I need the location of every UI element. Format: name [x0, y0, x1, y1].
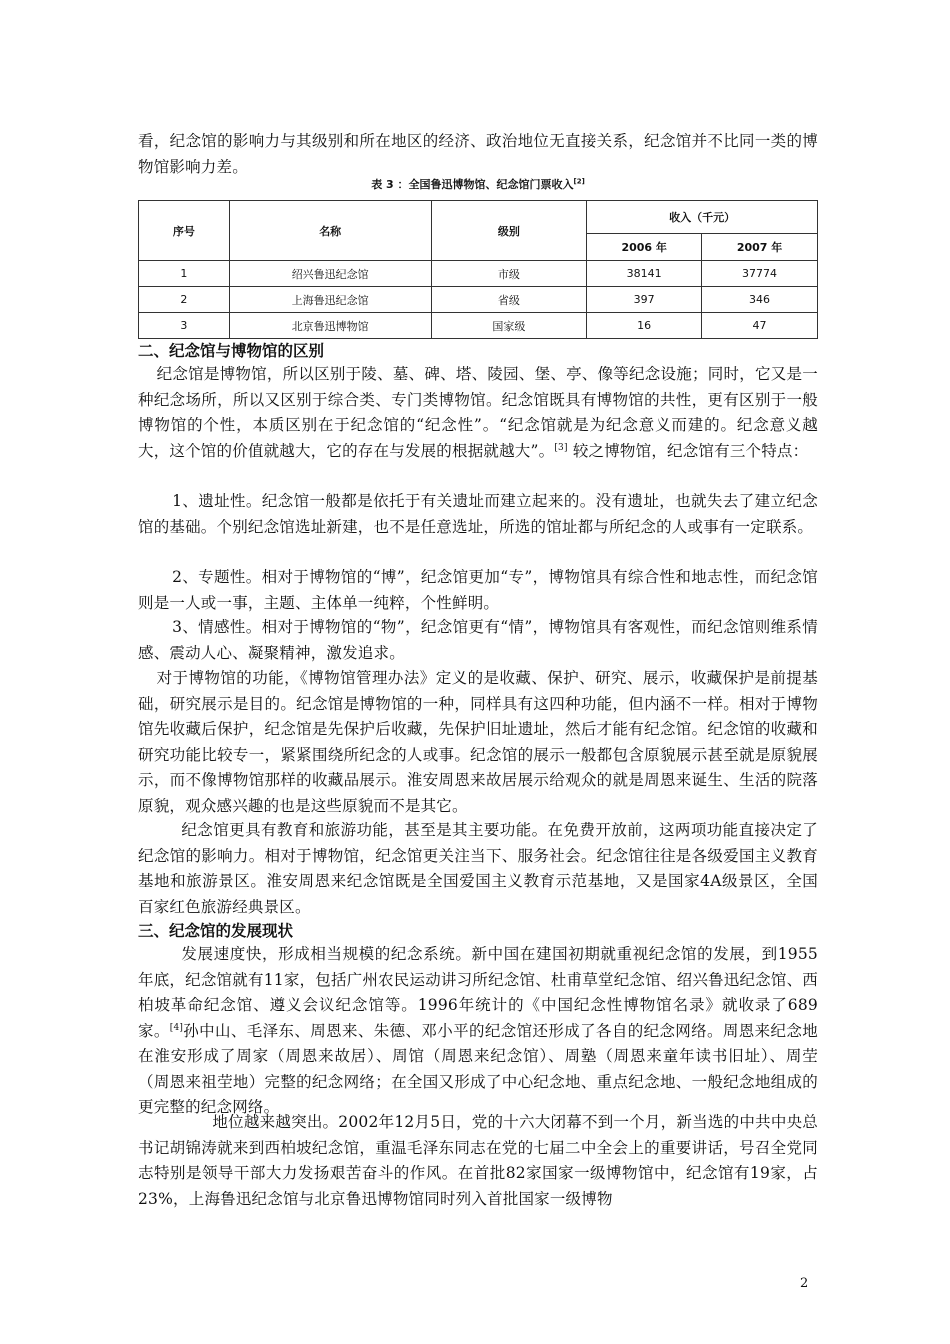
- cell-level: 省级: [431, 287, 587, 313]
- header-name: 名称: [229, 201, 431, 261]
- cell-level: 市级: [431, 261, 587, 287]
- section-3-paragraph-2: 地位越来越突出。2002年12月5日，党的十六大闭幕不到一个月，新当选的中共中央总书记胡锦涛就来到西柏坡纪念馆，重温毛泽东同志在党的七届二中全会上的重要讲话，号召全党同志特别是领导干部大力发扬艰苦奋斗的作风。在首批82家国家一级博物馆中，纪念馆有19家，占23%，上海鲁迅纪念馆与北京鲁迅博物馆同时列入首批国家一级博物: [138, 1113, 818, 1208]
- cell-level: 国家级: [431, 313, 587, 339]
- cell-2006: 16: [587, 313, 702, 339]
- citation-ref: [4]: [169, 1022, 184, 1033]
- intro-paragraph: 看，纪念馆的影响力与其级别和所在地区的经济、政治地位无直接关系，纪念馆并不比同一类的博物馆影响力差。: [138, 132, 818, 176]
- section-3-heading: 三、纪念馆的发展现状: [138, 922, 294, 940]
- table-row: [139, 261, 818, 287]
- cell-name: 北京鲁迅博物馆: [229, 313, 431, 339]
- section-2-paragraph-3: 纪念馆更具有教育和旅游功能，甚至是其主要功能。在免费开放前，这两项功能直接决定了纪念馆的影响力。相对于博物馆，纪念馆更关注当下、服务社会。纪念馆往往是各级爱国主义教育基地和旅游景区。淮安周恩来纪念馆既是全国爱国主义教育示范基地，又是国家4A级景区，全国百家红色旅游经典景区。: [138, 821, 818, 916]
- section-3-p1-tail: 孙中山、毛泽东、周恩来、朱德、邓小平的纪念馆还形成了各自的纪念网络。周恩来纪念地在淮安形成了周家（周恩来故居）、周馆（周恩来纪念馆）、周塾（周恩来童年读书旧址）、周茔（周恩来祖茔地）完整的纪念网络；在全国又形成了中心纪念地、重点纪念地、一般纪念地组成的更完整的纪念网络。: [138, 1021, 818, 1116]
- point-2-paragraph: 2、专题性。相对于博物馆的“博”，纪念馆更加“专”，博物馆具有综合性和地志性，而纪念馆则是一人或一事，主题、主体单一纯粹，个性鲜明。: [138, 568, 818, 612]
- cell-2006: 397: [587, 287, 702, 313]
- cell-name: 上海鲁迅纪念馆: [229, 287, 431, 313]
- cell-2007: 37774: [702, 261, 818, 287]
- header-index: 序号: [139, 201, 230, 261]
- point-3-paragraph: 3、情感性。相对于博物馆的“物”，纪念馆更有“情”，博物馆具有客观性，而纪念馆则维系情感、震动人心、凝聚精神，激发追求。: [138, 618, 818, 662]
- header-level: 级别: [431, 201, 587, 261]
- header-income: 收入（千元）: [587, 201, 818, 234]
- section-2-paragraph-1: [138, 362, 818, 464]
- cell-index: 3: [139, 313, 230, 339]
- table-caption-ref: [2]: [573, 177, 585, 186]
- citation-ref: [3]: [554, 442, 568, 453]
- cell-2007: 346: [702, 287, 818, 313]
- table-row: [139, 313, 818, 339]
- section-2-p1-tail: 较之博物馆，纪念馆有三个特点：: [567, 441, 809, 460]
- point-1-paragraph: 1、遗址性。纪念馆一般都是依托于有关遗址而建立起来的。没有遗址，也就失去了建立纪念馆的基础。个别纪念馆选址新建，也不是任意选址，所选的馆址都与所纪念的人或事有一定联系。: [138, 492, 818, 536]
- table-caption-text: 表 3 ：全国鲁迅博物馆、纪念馆门票收入: [371, 178, 574, 191]
- section-3-p1-text: 发展速度快，形成相当规模的纪念系统。新中国在建国初期就重视纪念馆的发展，到1955年底，纪念馆就有11家，包括广州农民运动讲习所纪念馆、杜甫草堂纪念馆、绍兴鲁迅纪念馆、西柏坡革命纪念馆、遵义会议纪念馆等。1996年统计的《中国纪念性博物馆名录》就收录了689家。: [138, 945, 818, 1040]
- section-2-p1-text: 纪念馆是博物馆，所以区别于陵、墓、碑、塔、陵园、堡、亭、像等纪念设施；同时，它又是一种纪念场所，所以又区别于综合类、专门类博物馆。纪念馆既具有博物馆的共性，更有区别于一般博物馆的个性，本质区别在于纪念馆的“纪念性”。“纪念馆就是为纪念意义而建的。纪念意义越大，这个馆的价值就越大，它的存在与发展的根据就越大”。: [138, 365, 818, 460]
- income-table: [138, 200, 818, 339]
- cell-index: 1: [139, 261, 230, 287]
- header-year-2006: 2006 年: [587, 234, 702, 261]
- page-number: 2: [800, 1276, 809, 1291]
- cell-name: 绍兴鲁迅纪念馆: [229, 261, 431, 287]
- table-caption: [138, 176, 818, 192]
- cell-2007: 47: [702, 313, 818, 339]
- section-2-heading: 二、纪念馆与博物馆的区别: [138, 342, 325, 360]
- table-header-row: [139, 201, 818, 234]
- section-2-paragraph-2: 对于博物馆的功能，《博物馆管理办法》定义的是收藏、保护、研究、展示，收藏保护是前提基础，研究展示是目的。纪念馆是博物馆的一种，同样具有这四种功能，但内涵不一样。相对于博物馆先收藏后保护，纪念馆是先保护后收藏，先保护旧址遗址，然后才能有纪念馆。纪念馆的收藏和研究功能比较专一，紧紧围绕所纪念的人或事。纪念馆的展示一般都包含原貌展示甚至就是原貌展示，而不像博物馆那样的收藏品展示。淮安周恩来故居展示给观众的就是周恩来诞生、生活的院落原貌，观众感兴趣的也是这些原貌而不是其它。: [138, 669, 818, 815]
- table-row: [139, 287, 818, 313]
- section-3-paragraph-1: [138, 942, 818, 1121]
- cell-2006: 38141: [587, 261, 702, 287]
- cell-index: 2: [139, 287, 230, 313]
- header-year-2007: 2007 年: [702, 234, 818, 261]
